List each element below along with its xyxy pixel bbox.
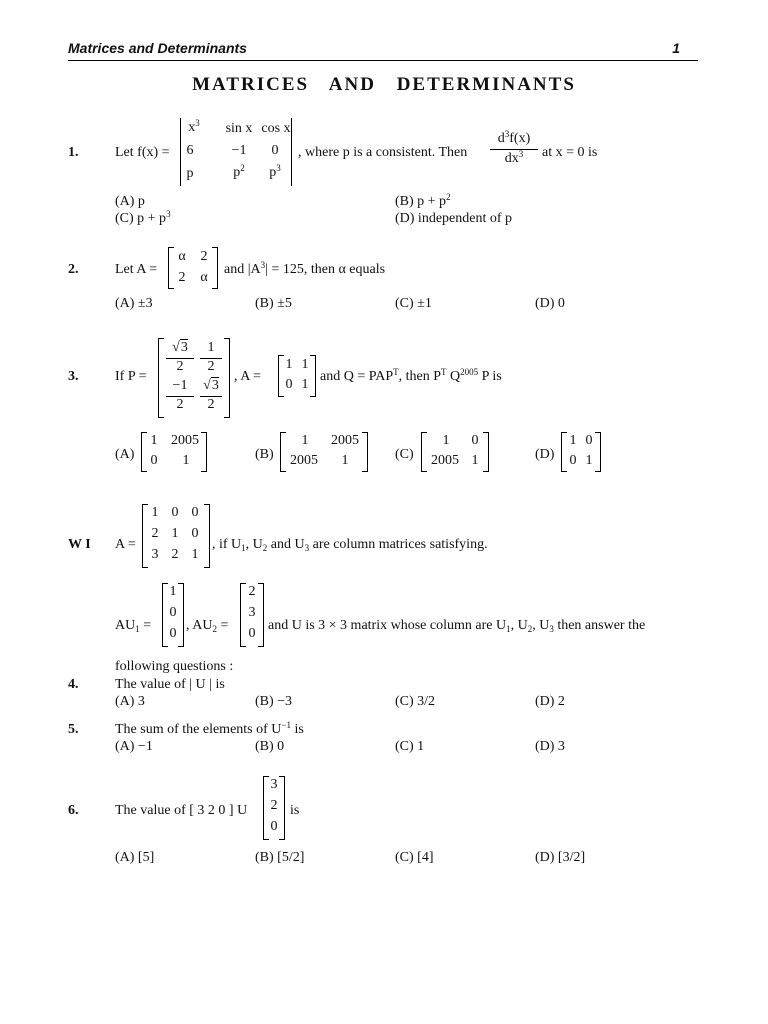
q3-mid-text: and $Q = PAP^T$, then $P^T$ $Q^{2005}$ P is [320, 367, 502, 384]
q4-option-a: (A) 3 [115, 694, 145, 709]
q1-option-a: (A) p [115, 194, 145, 209]
q1-number: 1. [68, 145, 79, 160]
q2-option-b: (B) ±5 [255, 296, 292, 311]
q3-a-matrix: 1 1 0 1 [278, 355, 316, 397]
bracket-right [212, 247, 218, 289]
q1-frac-numerator: $d^3f(x)$ [497, 129, 531, 146]
au2-label: , $AU_2$ = [186, 618, 229, 634]
p-entry-fraction: √3 2 [166, 340, 194, 378]
bracket-right [224, 338, 230, 418]
wi-a-matrix: 1 0 0 2 1 0 3 2 1 [142, 504, 210, 568]
q1-option-c: (C) $p + p^3$ [115, 209, 171, 226]
q5-number: 5. [68, 722, 79, 737]
q6-suffix: is [290, 803, 300, 818]
q1-det-cell: 6 [186, 143, 194, 158]
q2-matrix-cell: α [200, 270, 208, 285]
q2-suffix: equals [349, 262, 386, 277]
q1-frac-denominator: $dx^3$ [504, 149, 524, 166]
p-entry-fraction: 1 2 [200, 340, 222, 378]
q1-det-cell: cos x [261, 121, 291, 136]
running-header-title: Matrices and Determinants [68, 40, 247, 56]
header-rule [68, 60, 698, 61]
q3-prefix: If P = [115, 369, 147, 384]
q6-option-c: (C) [4] [395, 850, 434, 865]
q2-matrix-cell: 2 [178, 270, 186, 285]
q5-option-a: (A) −1 [115, 739, 153, 754]
running-header [68, 40, 698, 60]
q2-mid-text: and $|A^3| = 125$, then α equals [224, 260, 386, 277]
q1-det-cell: $x^3$ [188, 118, 200, 135]
q1-derivative-fraction [490, 131, 538, 171]
q6-option-d: (D) [3/2] [535, 850, 586, 865]
q2-matrix-cell: 2 [200, 249, 208, 264]
q2-matrix-cell: α [178, 249, 186, 264]
q2-option-d: (D) 0 [535, 296, 565, 311]
q1-prefix: Let f(x) = [115, 145, 170, 160]
wi-rest-text: and U is 3 × 3 matrix whose column are $U_1$, $U_2$, $U_3$ then answer the [268, 618, 646, 634]
q3-number: 3. [68, 369, 79, 384]
q3-option-b-label: (B) [255, 447, 274, 462]
q3-option-c-label: (C) [395, 447, 414, 462]
q6-option-a: (A) [5] [115, 850, 155, 865]
q1-det-cell: p [186, 166, 194, 181]
q4-text: The value of | U | is [115, 677, 225, 692]
q1-det-cell: sin x [225, 121, 253, 136]
q1-suffix: at x = 0 is [542, 145, 598, 160]
au1-label: $AU_1$ = [115, 618, 152, 634]
fraction-bar [490, 149, 538, 150]
q3-option-b-matrix: 1 2005 2005 1 [280, 432, 368, 472]
wi-following: following questions : [115, 659, 234, 674]
document-title: MATRICES AND DETERMINANTS [192, 74, 576, 95]
q2-option-a: (A) ±3 [115, 296, 153, 311]
q5-option-b: (B) 0 [255, 739, 285, 754]
q2-number: 2. [68, 262, 79, 277]
q1-det-cell: −1 [231, 143, 247, 158]
q1-det-cell: 0 [271, 143, 279, 158]
q6-vector: 3 2 0 [263, 776, 285, 840]
q3-option-d-matrix: 1 0 0 1 [561, 432, 601, 472]
q1-det-cell: $p^2$ [233, 163, 245, 180]
p-entry-fraction: √3 2 [200, 378, 222, 416]
q4-number: 4. [68, 677, 79, 692]
q5-option-c: (C) 1 [395, 739, 425, 754]
q2-option-c: (C) ±1 [395, 296, 432, 311]
q4-option-d: (D) 2 [535, 694, 565, 709]
q2-matrix [168, 247, 218, 289]
q3-option-a-label: (A) [115, 447, 135, 462]
wi-label: W I [68, 537, 91, 552]
q4-option-b: (B) −3 [255, 694, 293, 709]
q6-number: 6. [68, 803, 79, 818]
bracket-left [158, 338, 164, 418]
q3-p-matrix [158, 338, 230, 418]
q1-det-cell: $p^3$ [269, 163, 281, 180]
q1-mid-text: , where p is a consistent. Then [298, 145, 468, 160]
q3-option-d-label: (D) [535, 447, 555, 462]
q1-determinant [180, 118, 292, 186]
wi-prefix: A = [115, 537, 136, 552]
sqrt-radicand: 3 [180, 340, 188, 355]
q5-option-d: (D) 3 [535, 739, 565, 754]
q6-option-b: (B) [5/2] [255, 850, 305, 865]
q1-option-d: (D) independent of p [395, 211, 513, 226]
alpha-symbol: α [338, 262, 346, 277]
p-entry-fraction: −1 2 [166, 378, 194, 416]
q1-option-b: (B) $p + p^2$ [395, 192, 451, 209]
wi-text: , if $U_1$, $U_2$ and $U_3$ are column matrices satisfying. [212, 537, 488, 553]
q3-separator: , A = [234, 369, 261, 384]
q5-text: The sum of the elements of $U^{-1}$ is [115, 720, 304, 737]
q2-prefix: Let A = [115, 262, 158, 277]
q3-option-c-matrix: 1 0 2005 1 [421, 432, 489, 472]
u2-vector: 2 3 0 [240, 583, 264, 647]
u1-vector: 1 0 0 [162, 583, 184, 647]
q6-prefix: The value of [ 3 2 0 ] U [115, 803, 248, 818]
q4-option-c: (C) 3/2 [395, 694, 436, 709]
page-number: 1 [672, 40, 680, 56]
q3-option-a-matrix: 1 2005 0 1 [141, 432, 207, 472]
